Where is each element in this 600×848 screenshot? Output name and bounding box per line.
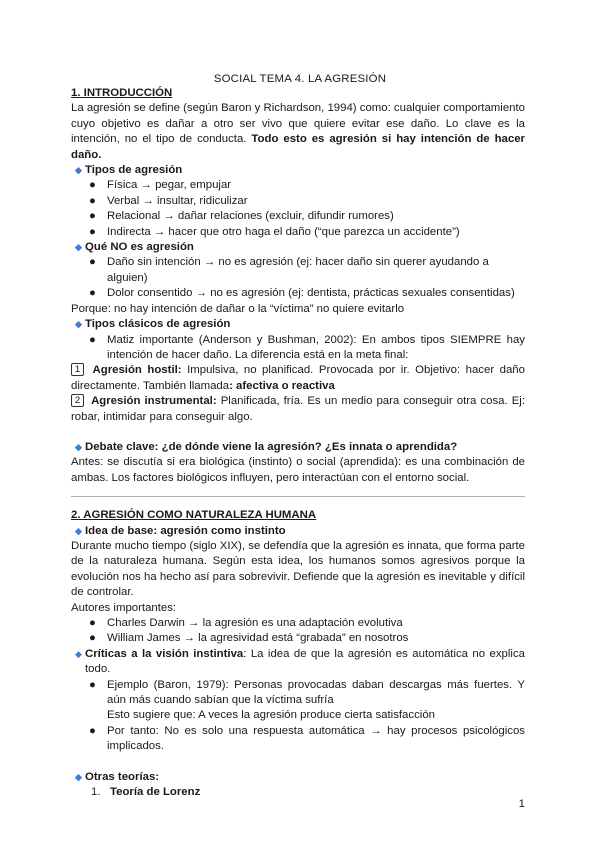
criticas-paragraph: ◆ Críticas a la visión instintiva: La idea de que la agresión es automática no explica todo. bbox=[75, 647, 525, 676]
bullet-dot-icon: ● bbox=[89, 333, 96, 346]
bullet-dot-icon: ● bbox=[89, 287, 96, 300]
agresion-hostil: 1 Agresión hostil: Impulsiva, no planificad. Provocada por ir. Objetivo: hacer daño directamente. También llamada: afectiva o reactiva bbox=[71, 364, 525, 392]
list-item: ● Ejemplo (Baron, 1979): Personas provocadas daban descargas más fuertes. Y aún más cuando sabían que la víctima sufría Esto sugiere que: A veces la agresión produce cierta satisfacción bbox=[89, 678, 525, 722]
document-body bbox=[71, 86, 525, 800]
number-one-icon: 1 bbox=[71, 363, 84, 376]
bullet-dot-icon: ● bbox=[89, 678, 96, 691]
bullet-dot-icon: ● bbox=[89, 225, 96, 238]
diamond-bullet-icon: ◆ bbox=[75, 441, 82, 452]
bullet-dot-icon: ● bbox=[89, 724, 96, 737]
list-item: ● Verbal → insultar, ridiculizar bbox=[71, 194, 525, 209]
bullet-dot-icon: ● bbox=[89, 617, 96, 629]
diamond-bullet-icon: ◆ bbox=[75, 242, 82, 253]
list-item: ● Dolor consentido → no es agresión (ej: dentista, prácticas sexuales consentidas) bbox=[71, 286, 525, 301]
list-item: ● Matiz importante (Anderson y Bushman, 2002): En ambos tipos SIEMPRE hay intención de hacer daño. La diferencia está en la meta final: bbox=[89, 333, 525, 361]
diamond-bullet-icon: ◆ bbox=[75, 648, 82, 659]
no-es-list bbox=[71, 255, 525, 301]
bullet-dot-icon: ● bbox=[89, 632, 96, 645]
idea-text: Durante mucho tiempo (siglo XIX), se defendía que la agresión es innata, que forma parte de la naturaleza humana. Según esta idea, los humanos somos agresivos porque la evolución nos ha hecho así para sobrevivir. Defiende que la agresión es inevitable y difícil de controlar. bbox=[71, 539, 525, 599]
no-es-heading: ◆ Qué NO es agresión bbox=[71, 240, 525, 255]
intro-bold: Todo esto es agresión si hay intención de hacer daño. bbox=[71, 133, 525, 161]
bullet-dot-icon: ● bbox=[89, 194, 96, 207]
agresion-instrumental: 2 Agresión instrumental: Planificada, fría. Es un medio para conseguir otra cosa. Ej: robar, intimidar para conseguir algo. bbox=[71, 395, 526, 423]
document-title: SOCIAL TEMA 4. LA AGRESIÓN bbox=[213, 73, 387, 85]
idea-heading: ◆ Idea de base: agresión como instinto bbox=[71, 524, 525, 539]
bullet-dot-icon: ● bbox=[89, 256, 96, 269]
section-divider bbox=[71, 496, 525, 497]
autores-label: Autores importantes: bbox=[71, 601, 177, 614]
list-item: ● Indirecta → hacer que otro haga el daño (“que parezca un accidente”) bbox=[71, 225, 525, 240]
porque-text: Porque: no hay intención de dañar o la “víctima” no quiere evitarlo bbox=[71, 302, 405, 315]
list-item: ● Física → pegar, empujar bbox=[71, 178, 525, 193]
debate-heading: ◆ Debate clave: ¿de dónde viene la agresión? ¿Es innata o aprendida? bbox=[71, 440, 525, 455]
numbered-item-lorenz: 1. Teoría de Lorenz bbox=[91, 786, 201, 799]
criticas-list bbox=[71, 678, 525, 755]
tipos-heading: ◆ Tipos de agresión bbox=[71, 163, 525, 178]
list-item: ● Daño sin intención → no es agresión (ej: hacer daño sin querer ayudando a alguien) bbox=[89, 256, 489, 284]
diamond-bullet-icon: ◆ bbox=[75, 525, 82, 536]
criticas-subtext: Esto sugiere que: A veces la agresión produce cierta satisfacción bbox=[107, 709, 435, 722]
number-two-icon: 2 bbox=[71, 394, 84, 407]
autores-list bbox=[71, 616, 525, 647]
list-item: ● Relacional → dañar relaciones (excluir, difundir rumores) bbox=[71, 209, 525, 224]
bullet-dot-icon: ● bbox=[89, 179, 96, 192]
list-item: ● William James → la agresividad está “grabada” en nosotros bbox=[71, 631, 525, 646]
diamond-bullet-icon: ◆ bbox=[75, 319, 82, 330]
clasicos-heading: ◆ Tipos clásicos de agresión bbox=[71, 317, 525, 332]
list-item: ● Por tanto: No es solo una respuesta automática → hay procesos psicológicos implicados. bbox=[89, 724, 525, 753]
otras-heading: ◆ Otras teorías: bbox=[71, 770, 525, 785]
section1-heading: 1. INTRODUCCIÓN bbox=[71, 87, 173, 99]
list-item: ● Charles Darwin → la agresión es una adaptación evolutiva bbox=[71, 616, 525, 631]
intro-text: La agresión se define (según Baron y Richardson, 1994) como: cualquier comportamiento cuyo objetivo es dañar a otro ser vivo que quiere evitar ese daño. Lo clave es la intención, no el tipo de conducta. bbox=[71, 102, 525, 146]
intro-paragraph bbox=[71, 101, 525, 163]
page-number: 1 bbox=[518, 798, 525, 810]
debate-text: Antes: se discutía si era biológica (instinto) o social (aprendida): es una combinación de ambas. Los factores biológicos influyen, pero interactúan con el entorno social. bbox=[71, 456, 525, 484]
bullet-dot-icon: ● bbox=[89, 210, 96, 223]
section2-heading: 2. AGRESIÓN COMO NATURALEZA HUMANA bbox=[71, 509, 317, 522]
clasicos-list bbox=[71, 333, 525, 364]
tipos-list bbox=[71, 178, 525, 240]
diamond-bullet-icon: ◆ bbox=[75, 165, 82, 176]
diamond-bullet-icon: ◆ bbox=[75, 771, 82, 782]
